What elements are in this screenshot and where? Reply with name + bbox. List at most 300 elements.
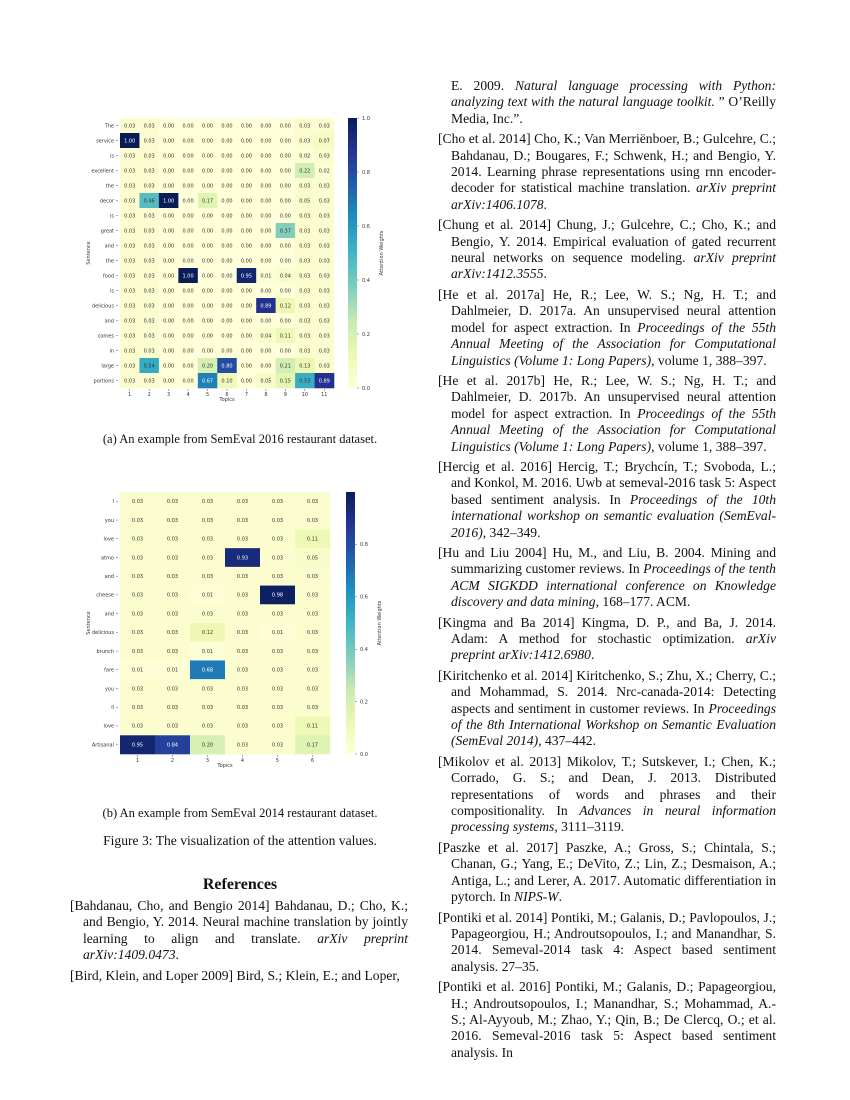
y-tick-label: comes	[97, 333, 114, 340]
cell-value-label: 0.00	[279, 168, 291, 175]
cell-value-label: 0.03	[131, 574, 144, 581]
cell-value-label: 0.00	[201, 123, 214, 130]
cell-value-label: 0.03	[143, 243, 155, 250]
cell-value-label: 0.03	[201, 723, 214, 730]
reference-tag: [Hu and Liu 2004]	[438, 544, 547, 560]
cell-value-label: 0.95	[131, 742, 144, 749]
cell-value-label: 0.03	[201, 705, 214, 712]
cell-value-label: 0.03	[124, 288, 136, 295]
reference-entry	[438, 840, 776, 906]
reference-suffix: .	[543, 196, 547, 212]
cell-value-label: 0.03	[166, 517, 179, 524]
cell-value-label: 0.00	[201, 303, 214, 310]
cell-value-label: 0.10	[221, 378, 233, 385]
y-tick-label: The	[104, 123, 114, 130]
cell-value-label: 0.03	[236, 667, 249, 674]
cell-value-label: 0.00	[260, 318, 272, 325]
cell-value-label: 0.03	[143, 228, 155, 235]
cell-value-label: 0.00	[221, 258, 233, 265]
cell-value-label: 0.03	[124, 243, 136, 250]
cell-value-label: 0.03	[124, 123, 136, 130]
cell-value-label: 0.03	[201, 686, 214, 693]
cell-value-label: 0.00	[221, 138, 233, 145]
cell-value-label: 0.53	[299, 378, 311, 385]
x-axis-label: Topics	[217, 763, 233, 769]
cell-value-label: 0.00	[221, 183, 233, 190]
colorbar-tick-label: 0.8	[360, 542, 368, 549]
colorbar-tick-label: 0.2	[362, 331, 370, 338]
reference-entry	[438, 287, 776, 369]
cell-value-label: 0.03	[299, 183, 311, 190]
x-tick-label: 1	[135, 758, 140, 764]
reference-entry	[438, 78, 776, 127]
y-tick-label: love	[103, 536, 114, 543]
cell-value-label: 0.00	[221, 303, 233, 310]
cell-value-label: 0.00	[201, 168, 214, 175]
cell-value-label: 0.00	[260, 288, 272, 295]
cell-value-label: 0.03	[124, 318, 136, 325]
cell-value-label: 0.03	[271, 555, 284, 562]
cell-value-label: 0.00	[163, 273, 175, 280]
reference-entry	[438, 754, 776, 836]
reference-authors: Paszke, A.; Gross, S.; Chintala, S.; Chanan, G.; Yang, E.; DeVito, Z.; Lin, Z.; Desmaison, A.; Antiga, L.; and Lerer, A. 2017. Automatic differentiation in pytorch. In	[451, 839, 776, 905]
cell-value-label: 0.03	[236, 611, 249, 618]
cell-value-label: 0.00	[163, 213, 175, 220]
cell-value-label: 0.00	[163, 228, 175, 235]
reference-venue: arXiv preprint arXiv:1406.1078	[451, 180, 776, 212]
cell-value-label: 0.03	[299, 228, 311, 235]
reference-entry	[438, 615, 776, 664]
reference-authors: Bahdanau, D.; Cho, K.; and Bengio, Y. 2014. Neural machine translation by jointly learning to align and translate.	[83, 898, 408, 946]
cell-value-label: 0.03	[271, 574, 284, 581]
x-tick-label: 11	[321, 392, 328, 398]
cell-value-label: 0.00	[260, 198, 272, 205]
colorbar-tick-label: 0.0	[362, 385, 370, 392]
reference-tag: [Pontiki et al. 2016]	[438, 979, 551, 995]
cell-value-label: 0.00	[260, 213, 272, 220]
cell-value-label: 0.03	[271, 611, 284, 618]
cell-value-label: 0.03	[306, 611, 319, 618]
cell-value-label: 0.00	[182, 168, 194, 175]
reference-suffix: , volume 1, 388–397.	[651, 438, 767, 454]
reference-authors: He, R.; Lee, W. S.; Ng, H. T.; and Dahlmeier, D. 2017a. An unsupervised neural attention model for aspect extraction. In	[451, 286, 776, 335]
cell-value-label: 0.00	[163, 303, 175, 310]
cell-value-label: 0.03	[271, 667, 284, 674]
cell-value-label: 0.03	[131, 592, 144, 599]
cell-value-label: 0.03	[124, 153, 136, 160]
cell-value-label: 0.03	[271, 723, 284, 730]
cell-value-label: 0.03	[143, 273, 155, 280]
cell-value-label: 0.03	[306, 705, 319, 712]
cell-value-label: 0.00	[163, 168, 175, 175]
cell-value-label: 0.03	[306, 592, 319, 599]
y-axis-label: Sentence	[86, 611, 92, 635]
cell-value-label: 0.11	[279, 333, 291, 340]
cell-value-label: 0.03	[271, 705, 284, 712]
x-axis-label: Topics	[219, 397, 235, 403]
reference-authors: Hercig, T.; Brychcín, T.; Svoboda, L.; and Konkol, M. 2016. Uwb at semeval-2016 task 5: Aspect based sentiment analysis. In	[451, 458, 776, 507]
reference-venue: Proceedings of the 55th Annual Meeting of the Association for Computational Linguistics (Volume 1: Long Papers)	[451, 405, 776, 454]
cell-value-label: 0.00	[221, 228, 233, 235]
colorbar-tick-label: 0.4	[362, 277, 370, 284]
reference-entry	[438, 459, 776, 541]
colorbar-tick-label: 0.4	[360, 647, 368, 653]
cell-value-label: 0.00	[182, 243, 194, 250]
cell-value-label: 0.03	[166, 611, 179, 618]
reference-entry	[438, 979, 776, 1061]
cell-value-label: 0.00	[201, 258, 214, 265]
cell-value-label: 0.00	[279, 243, 291, 250]
cell-value-label: 0.03	[299, 288, 311, 295]
cell-value-label: 0.03	[143, 153, 155, 160]
x-tick-label: 3	[167, 392, 171, 398]
cell-value-label: 0.03	[318, 243, 330, 250]
cell-value-label: 0.67	[201, 378, 214, 385]
cell-value-label: 0.03	[306, 667, 319, 674]
y-tick-label: is	[110, 213, 114, 220]
cell-value-label: 0.01	[260, 273, 272, 280]
cell-value-label: 0.00	[260, 363, 272, 370]
cell-value-label: 0.89	[318, 378, 330, 385]
colorbar-label: Attention Weights	[377, 600, 383, 646]
cell-value-label: 0.03	[124, 168, 136, 175]
cell-value-label: 0.03	[236, 499, 249, 506]
cell-value-label: 0.00	[260, 168, 272, 175]
cell-value-label: 0.00	[279, 198, 291, 205]
reference-venue: Natural language processing with Python: analyzing text with the natural language toolkit.	[451, 78, 776, 110]
x-tick-label: 10	[301, 392, 309, 398]
x-tick-label: 4	[186, 392, 190, 398]
cell-value-label: 0.00	[260, 258, 272, 265]
cell-value-label: 0.00	[182, 348, 194, 355]
x-tick-label: 9	[283, 392, 287, 398]
cell-value-label: 1.00	[163, 198, 175, 205]
cell-value-label: 0.03	[143, 333, 155, 340]
cell-value-label: 0.00	[201, 243, 214, 250]
cell-value-label: 0.00	[221, 288, 233, 295]
cell-value-label: 0.01	[201, 592, 214, 599]
cell-value-label: 0.03	[131, 686, 144, 693]
cell-value-label: 0.00	[163, 378, 175, 385]
cell-value-label: 0.00	[260, 243, 272, 250]
cell-value-label: 0.05	[299, 198, 311, 205]
cell-value-label: 0.00	[221, 213, 233, 220]
y-tick-label: decor	[99, 198, 114, 205]
reference-entry	[438, 910, 776, 976]
cell-value-label: 0.80	[221, 363, 233, 370]
y-tick-label: service	[96, 138, 114, 145]
cell-value-label: 0.00	[201, 213, 214, 220]
reference-tag: [He et al. 2017b]	[438, 372, 545, 388]
reference-authors: Kiritchenko, S.; Zhu, X.; Cherry, C.; and Mohammad, S. 2014. Nrc-canada-2014: Detecting aspects and sentiment in customer reviews. In	[451, 667, 777, 716]
cell-value-label: 0.03	[143, 258, 155, 265]
colorbar	[348, 118, 357, 388]
cell-value-label: 0.03	[131, 517, 144, 524]
cell-value-label: 0.03	[143, 123, 155, 130]
reference-suffix: , 168–177. ACM.	[595, 594, 691, 610]
y-tick-label: cheese	[96, 592, 114, 599]
cell-value-label: 0.00	[201, 138, 214, 145]
cell-value-label: 0.11	[306, 723, 319, 730]
cell-value-label: 0.03	[124, 348, 136, 355]
cell-value-label: 0.03	[299, 123, 311, 130]
reference-suffix: , 342–349.	[482, 524, 541, 540]
cell-value-label: 0.07	[318, 138, 330, 145]
reference-authors: Kingma, D. P., and Ba, J. 2014. Adam: A method for stochastic optimization.	[451, 614, 776, 646]
cell-value-label: 0.03	[124, 378, 136, 385]
cell-value-label: 0.00	[260, 183, 272, 190]
cell-value-label: 0.03	[166, 555, 179, 562]
cell-value-label: 0.00	[182, 318, 194, 325]
cell-value-label: 0.00	[260, 153, 272, 160]
cell-value-label: 0.00	[163, 318, 175, 325]
x-tick-label: 8	[264, 392, 268, 398]
cell-value-label: 0.03	[201, 536, 214, 543]
cell-value-label: 0.03	[271, 499, 284, 506]
cell-value-label: 0.00	[240, 288, 253, 295]
reference-authors: E. 2009.	[451, 78, 515, 93]
cell-value-label: 0.03	[143, 303, 155, 310]
heatmap-b	[84, 488, 384, 778]
cell-value-label: 0.03	[166, 536, 179, 543]
cell-value-label: 0.00	[240, 228, 253, 235]
cell-value-label: 0.00	[221, 348, 233, 355]
reference-entry	[438, 545, 776, 611]
cell-value-label: 0.20	[201, 742, 214, 749]
cell-value-label: 0.03	[201, 574, 214, 581]
cell-value-label: 0.00	[221, 168, 233, 175]
cell-value-label: 0.00	[240, 318, 253, 325]
cell-value-label: 0.00	[221, 318, 233, 325]
reference-tag: [Mikolov et al. 2013]	[438, 753, 562, 769]
reference-authors: Chung, J.; Gulcehre, C.; Cho, K.; and Bengio, Y. 2014. Empirical evaluation of gated recurrent neural networks on sequence modeling.	[451, 217, 776, 266]
cell-value-label: 0.00	[163, 138, 175, 145]
cell-value-label: 0.03	[236, 574, 249, 581]
cell-value-label: 0.03	[131, 536, 144, 543]
cell-value-label: 0.03	[299, 303, 311, 310]
reference-venue: NIPS-W	[514, 889, 559, 905]
y-tick-label: the	[105, 183, 114, 190]
cell-value-label: 0.03	[318, 273, 330, 280]
cell-value-label: 0.03	[201, 517, 214, 524]
cell-value-label: 0.03	[124, 333, 136, 340]
cell-value-label: 0.03	[131, 611, 144, 618]
cell-value-label: 0.95	[240, 273, 253, 280]
cell-value-label: 0.17	[201, 198, 214, 205]
cell-value-label: 0.03	[299, 138, 311, 145]
cell-value-label: 0.03	[318, 153, 330, 160]
reference-authors: Bird, S.; Klein, E.; and Loper,	[236, 967, 400, 983]
cell-value-label: 0.03	[318, 288, 330, 295]
y-tick-label: I	[112, 499, 114, 506]
reference-venue: Proceedings of the 10th international workshop on semantic evaluation (SemEval-2016)	[451, 491, 776, 540]
y-tick-label: great	[100, 228, 114, 235]
cell-value-label: 0.03	[271, 742, 284, 749]
x-tick-label: 6	[310, 758, 315, 764]
x-tick-label: 6	[225, 392, 229, 398]
reference-suffix: , volume 1, 388–397.	[651, 352, 767, 368]
cell-value-label: 0.00	[279, 258, 291, 265]
cell-value-label: 0.00	[260, 123, 272, 130]
cell-value-label: 0.00	[221, 333, 233, 340]
cell-value-label: 0.00	[279, 183, 291, 190]
y-tick-label: brunch	[96, 648, 114, 655]
cell-value-label: 0.03	[201, 611, 214, 618]
reference-tag: [Cho et al. 2014]	[438, 131, 531, 147]
cell-value-label: 0.03	[306, 630, 319, 637]
cell-value-label: 0.00	[279, 318, 291, 325]
cell-value-label: 0.03	[299, 333, 311, 340]
cell-value-label: 1.00	[124, 138, 136, 145]
cell-value-label: 0.00	[240, 303, 253, 310]
cell-value-label: 0.00	[240, 348, 253, 355]
reference-venue: Advances in neural information processing systems	[451, 803, 776, 835]
y-axis-label: Sentence	[86, 241, 92, 265]
cell-value-label: 0.00	[182, 123, 194, 130]
cell-value-label: 0.68	[201, 667, 214, 674]
cell-value-label: 0.03	[236, 630, 249, 637]
cell-value-label: 0.00	[221, 243, 233, 250]
cell-value-label: 0.13	[299, 363, 311, 370]
references-heading: References	[202, 876, 278, 893]
cell-value-label: 0.00	[240, 258, 253, 265]
reference-tag: [Paszke et al. 2017]	[438, 839, 559, 855]
cell-value-label: 0.00	[279, 123, 291, 130]
cell-value-label: 0.00	[240, 153, 253, 160]
y-tick-label: portions	[93, 378, 114, 385]
cell-value-label: 1.00	[182, 273, 194, 280]
y-tick-label: you	[104, 517, 114, 524]
cell-value-label: 0.03	[131, 499, 144, 506]
reference-venue: Proceedings of the 55th Annual Meeting of the Association for Computational Linguistics (Volume 1: Long Papers)	[451, 319, 776, 368]
cell-value-label: 0.00	[240, 183, 253, 190]
cell-value-label: 0.03	[299, 258, 311, 265]
figure-caption: Figure 3: The visualization of the attention values.	[103, 833, 377, 848]
reference-suffix: , 3111–3119.	[554, 819, 625, 835]
cell-value-label: 0.00	[163, 348, 175, 355]
reference-tag: [Bahdanau, Cho, and Bengio 2014]	[70, 898, 270, 913]
cell-value-label: 0.20	[201, 363, 214, 370]
cell-value-label: 0.00	[182, 228, 194, 235]
reference-authors: Hu, M., and Liu, B. 2004. Mining and summarizing customer reviews. In	[451, 544, 776, 577]
cell-value-label: 0.00	[163, 123, 175, 130]
cell-value-label: 0.15	[279, 378, 291, 385]
reference-tag: [He et al. 2017a]	[438, 286, 545, 302]
cell-value-label: 0.00	[182, 258, 194, 265]
cell-value-label: 0.03	[124, 273, 136, 280]
cell-value-label: 0.00	[240, 243, 253, 250]
reference-authors: Mikolov, T.; Sutskever, I.; Chen, K.; Corrado, G. S.; and Dean, J. 2013. Distributed representations of words and phrases and their compositionality. In	[451, 753, 777, 819]
cell-value-label: 0.03	[124, 363, 136, 370]
cell-value-label: 0.03	[143, 138, 155, 145]
reference-tag: [Kingma and Ba 2014]	[438, 614, 575, 630]
cell-value-label: 0.89	[260, 303, 272, 310]
reference-entry	[438, 668, 776, 750]
cell-value-label: 0.00	[201, 153, 214, 160]
cell-value-label: 0.93	[236, 555, 249, 562]
cell-value-label: 0.05	[306, 555, 319, 562]
x-tick-label: 7	[244, 392, 249, 398]
reference-venue: Proceedings of the 8th International Workshop on Semantic Evaluation (SemEval 2014)	[451, 700, 776, 749]
cell-value-label: 0.01	[201, 648, 214, 655]
cell-value-label: 0.03	[271, 517, 284, 524]
reference-suffix: .	[590, 647, 595, 663]
cell-value-label: 0.03	[236, 536, 249, 543]
cell-value-label: 0.05	[260, 378, 272, 385]
cell-value-label: 0.03	[201, 499, 214, 506]
cell-value-label: 0.03	[318, 213, 330, 220]
reference-entry	[70, 968, 408, 984]
cell-value-label: 0.00	[240, 198, 253, 205]
reference-venue: Proceedings of the tenth ACM SIGKDD international conference on Knowledge discovery and data mining	[451, 561, 776, 610]
cell-value-label: 0.00	[163, 288, 175, 295]
cell-value-label: 0.03	[271, 648, 284, 655]
cell-value-label: 0.00	[201, 288, 214, 295]
cell-value-label: 0.03	[318, 363, 330, 370]
reference-authors: Pontiki, M.; Galanis, D.; Pavlopoulos, J.; Papageorgiou, H.; Androutsopoulos, I.; and Manandhar, S. 2014. Semeval-2014 task 4: Aspect based sentiment analysis. 27–35.	[451, 909, 776, 974]
reference-tag: [Kiritchenko et al. 2014]	[438, 667, 573, 683]
reference-tag: [Hercig et al. 2016]	[438, 458, 552, 474]
cell-value-label: 0.00	[240, 378, 253, 385]
cell-value-label: 0.03	[306, 499, 319, 506]
reference-authors: He, R.; Lee, W. S.; Ng, H. T.; and Dahlmeier, D. 2017b. An unsupervised neural attention model for aspect extraction. In	[451, 372, 776, 421]
cell-value-label: 0.03	[124, 228, 136, 235]
cell-value-label: 0.03	[236, 686, 249, 693]
cell-value-label: 0.03	[271, 686, 284, 693]
reference-suffix: ” O’Reilly Media, Inc.”.	[451, 94, 776, 126]
cell-value-label: 0.00	[240, 333, 253, 340]
colorbar-tick-label: 0.6	[360, 594, 368, 601]
cell-value-label: 0.03	[143, 213, 155, 220]
cell-value-label: 0.03	[131, 705, 144, 712]
cell-value-label: 0.00	[163, 183, 175, 190]
cell-value-label: 0.00	[279, 153, 291, 160]
cell-value-label: 0.00	[279, 288, 291, 295]
cell-value-label: 0.01	[271, 630, 284, 637]
cell-value-label: 0.03	[306, 686, 319, 693]
cell-value-label: 0.11	[306, 536, 319, 543]
cell-value-label: 0.03	[318, 258, 330, 265]
x-tick-label: 5	[275, 758, 280, 764]
cell-value-label: 0.00	[163, 153, 175, 160]
cell-value-label: 0.00	[163, 243, 175, 250]
colorbar-tick-label: 1.0	[362, 115, 370, 122]
heatmap-a	[84, 110, 384, 410]
cell-value-label: 0.00	[182, 288, 194, 295]
y-tick-label: is	[110, 288, 114, 295]
cell-value-label: 0.54	[143, 363, 155, 370]
cell-value-label: 0.00	[182, 213, 194, 220]
cell-value-label: 0.00	[201, 273, 214, 280]
cell-value-label: 0.00	[201, 348, 214, 355]
cell-value-label: 0.03	[271, 536, 284, 543]
cell-value-label: 0.03	[143, 318, 155, 325]
y-tick-label: the	[105, 258, 114, 265]
cell-value-label: 0.00	[182, 378, 194, 385]
colorbar-tick-label: 0.8	[362, 169, 370, 176]
reference-entry	[438, 217, 776, 283]
colorbar-tick-label: 0.6	[362, 223, 370, 230]
cell-value-label: 0.03	[306, 648, 319, 655]
cell-value-label: 0.03	[299, 243, 311, 250]
cell-value-label: 0.02	[318, 168, 330, 175]
cell-value-label: 0.00	[240, 123, 253, 130]
cell-value-label: 0.03	[236, 723, 249, 730]
reference-suffix: , 437–442.	[538, 733, 596, 749]
cell-value-label: 0.03	[306, 574, 319, 581]
reference-authors: Cho, K.; Van Merriënboer, B.; Gulcehre, C.; Bahdanau, D.; Bougares, F.; Schwenk, H.; and Bengio, Y. 2014. Learning phrase representations using rnn encoder-decoder for statistical machine translation.	[451, 131, 776, 196]
cell-value-label: 0.03	[318, 318, 330, 325]
